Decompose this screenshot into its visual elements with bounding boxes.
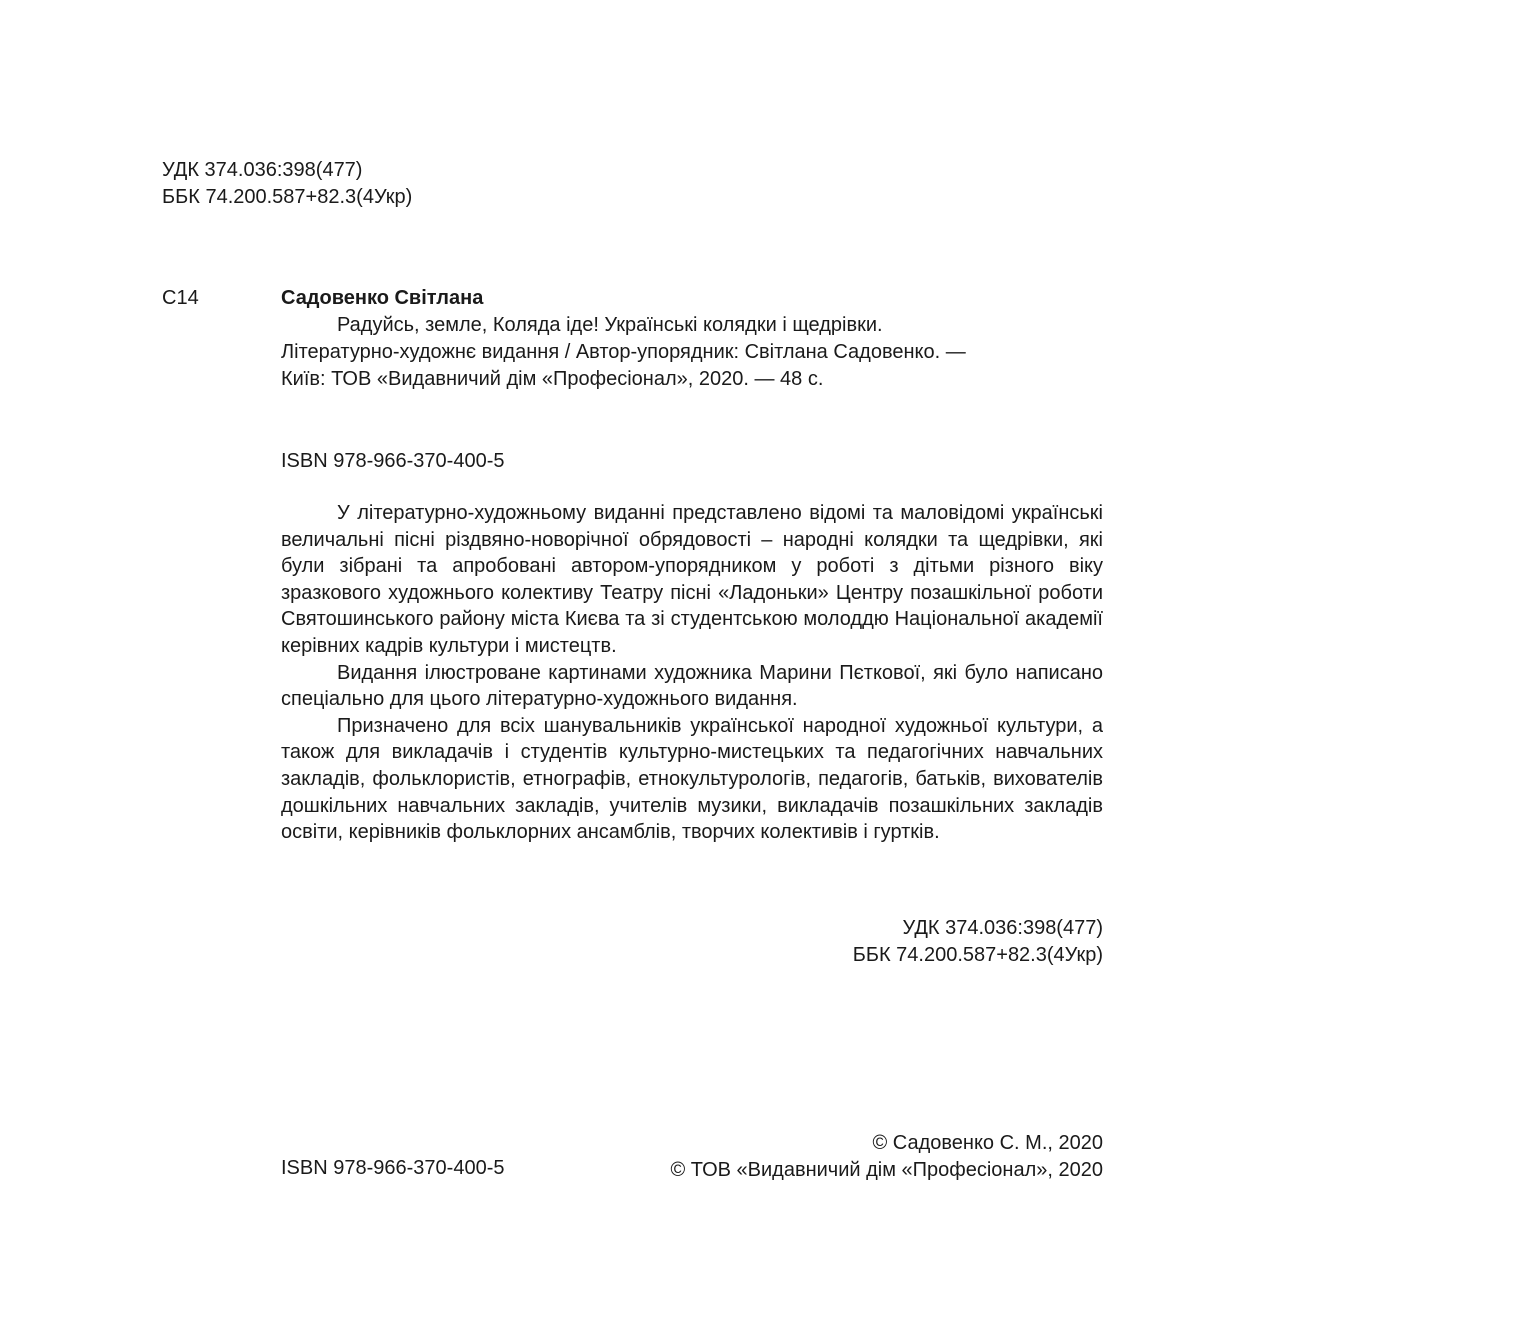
isbn-bottom: ISBN 978-966-370-400-5 (281, 1157, 505, 1179)
entry-line-publisher: Київ: ТОВ «Видавничий дім «Професіонал», 2020. — 48 с. (281, 368, 824, 390)
annotation-paragraph: Призначено для всіх шанувальників української народної художньої культури, а також для викладачів і студентів культурно-мистецьких та педагогічних навчальних закладів, фольклористів, етнографів, етнокультурологів, педагогів, батьків, вихователів дошкільних навчальних закладів, учителів музики, викладачів позашкільних закладів освіти, керівників фольклорних ансамблів, творчих колективів і гуртків. (281, 714, 1103, 844)
classification-codes-bottom (281, 915, 1103, 969)
entry-line-title: Радуйсь, земле, Коляда іде! Українські колядки і щедрівки. (337, 314, 883, 336)
udk-code: УДК 374.036:398(477) (902, 917, 1103, 939)
bibliographic-entry (281, 285, 1103, 393)
copyright-publisher: © ТОВ «Видавничий дім «Професіонал», 2020 (670, 1159, 1103, 1181)
annotation-paragraph: У літературно-художньому виданні представлено відомі та маловідомі українські величальні пісні різдвяно-новорічної обрядовості – народні колядки та щедрівки, які були зібрані та апробовані автором-упорядником у роботі з дітьми різного віку зразкового художнього колективу Театру пісні «Ладоньки» Центру позашкільної роботи Святошинського району міста Києва та зі студентською молоддю Національної академії керівних кадрів культури і мистецтв. (281, 502, 1103, 657)
classification-codes-top (162, 157, 412, 211)
author-mark: С14 (162, 287, 199, 309)
copyright-notices (600, 1130, 1103, 1184)
author-name: Садовенко Світлана (281, 287, 484, 309)
entry-line-edition: Літературно-художнє видання / Автор-упорядник: Світлана Садовенко. — (281, 341, 966, 363)
copyright-author: © Садовенко С. М., 2020 (872, 1132, 1103, 1154)
isbn-top: ISBN 978-966-370-400-5 (281, 450, 505, 472)
annotation (281, 500, 1103, 846)
bbk-code: ББК 74.200.587+82.3(4Укр) (852, 944, 1103, 966)
udk-code: УДК 374.036:398(477) (162, 159, 363, 181)
bbk-code: ББК 74.200.587+82.3(4Укр) (162, 186, 413, 208)
annotation-paragraph: Видання ілюстроване картинами художника Марини Пєткової, які було написано спеціально для цього літературно-художнього видання. (281, 661, 1103, 711)
